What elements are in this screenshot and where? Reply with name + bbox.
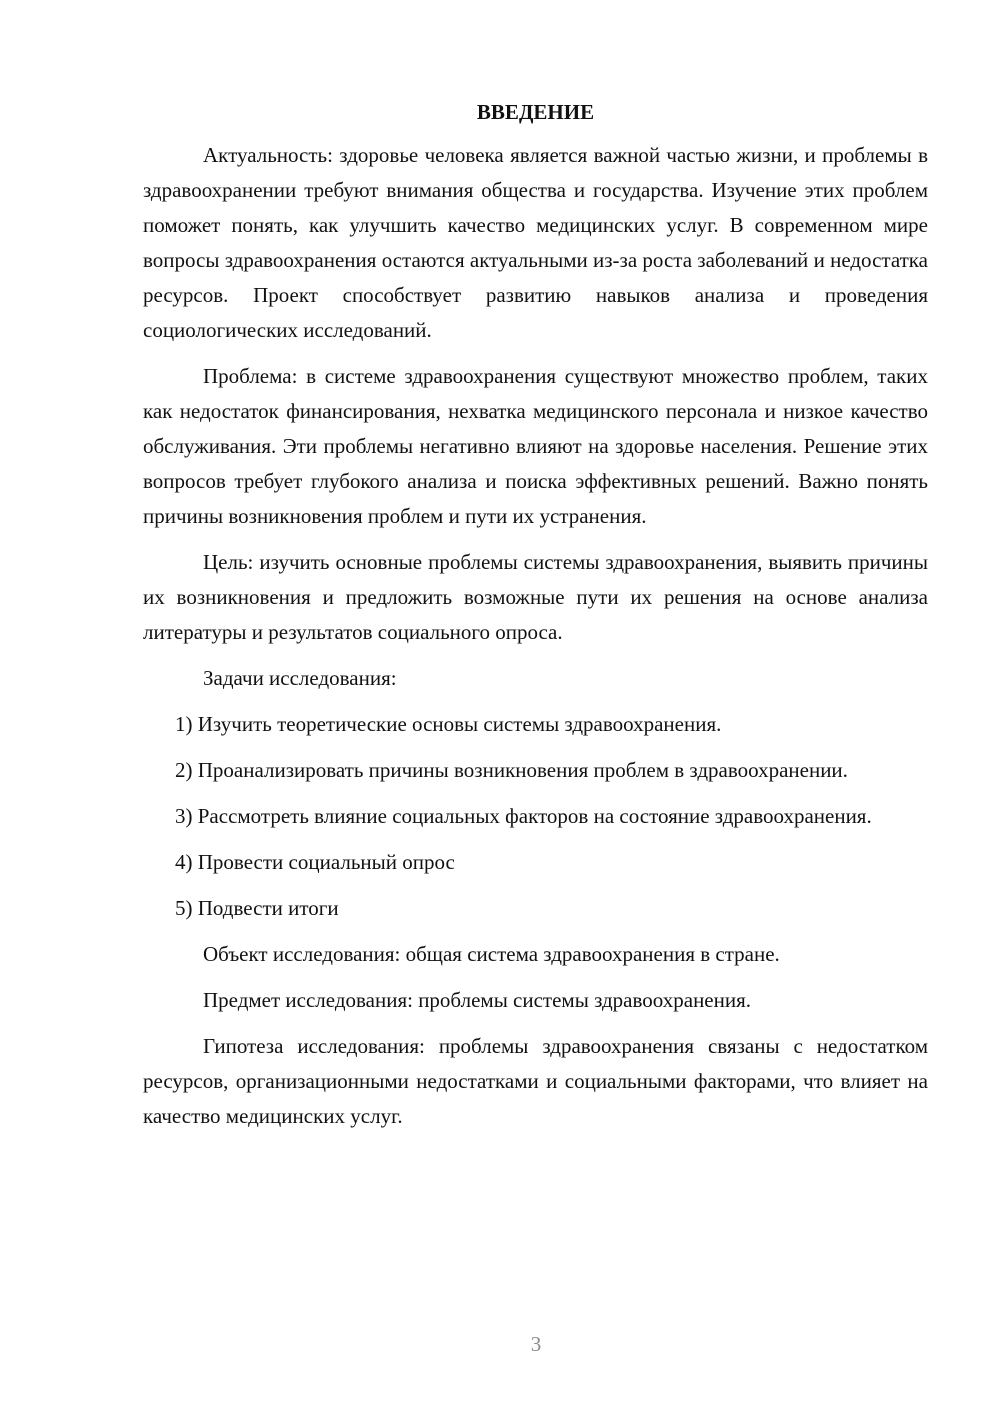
page-number: 3: [530, 1332, 542, 1356]
paragraph-problem: Проблема: в системе здравоохранения существуют множество проблем, таких как недостаток финансирования, нехватка медицинского персонала и низкое качество обслуживания. Эти проблемы негативно влияют на здоровье населения. Решение этих вопросов требует глубокого анализа и поиска эффективных решений. Важно понять причины возникновения проблем и пути их устранения.: [143, 364, 928, 528]
task-item-3: 3) Рассмотреть влияние социальных факторов на состояние здравоохранения.: [175, 804, 872, 828]
paragraph-goal: Цель: изучить основные проблемы системы здравоохранения, выявить причины их возникновения и предложить возможные пути их решения на основе анализа литературы и результатов социального опроса.: [143, 550, 928, 644]
section-title: ВВЕДЕНИЕ: [476, 100, 595, 124]
task-item-2: 2) Проанализировать причины возникновения проблем в здравоохранении.: [175, 758, 848, 782]
paragraph-subject: Предмет исследования: проблемы системы здравоохранения.: [203, 988, 752, 1012]
task-item-5: 5) Подвести итоги: [175, 896, 339, 920]
paragraph-relevance: Актуальность: здоровье человека является важной частью жизни, и проблемы в здравоохранении требуют внимания общества и государства. Изучение этих проблем поможет понять, как улучшить качество медицинских услуг. В современном мире вопросы здравоохранения остаются актуальными из-за роста заболеваний и недостатка ресурсов. Проект способствует развитию навыков анализа и проведения социологических исследований.: [143, 143, 928, 342]
paragraph-object: Объект исследования: общая система здравоохранения в стране.: [203, 942, 780, 966]
tasks-heading: Задачи исследования:: [203, 666, 397, 690]
paragraph-hypothesis: Гипотеза исследования: проблемы здравоохранения связаны с недостатком ресурсов, организационными недостатками и социальными факторами, что влияет на качество медицинских услуг.: [143, 1034, 928, 1128]
task-item-1: 1) Изучить теоретические основы системы здравоохранения.: [175, 712, 722, 736]
page-content: [143, 96, 928, 1145]
task-item-4: 4) Провести социальный опрос: [175, 850, 455, 874]
